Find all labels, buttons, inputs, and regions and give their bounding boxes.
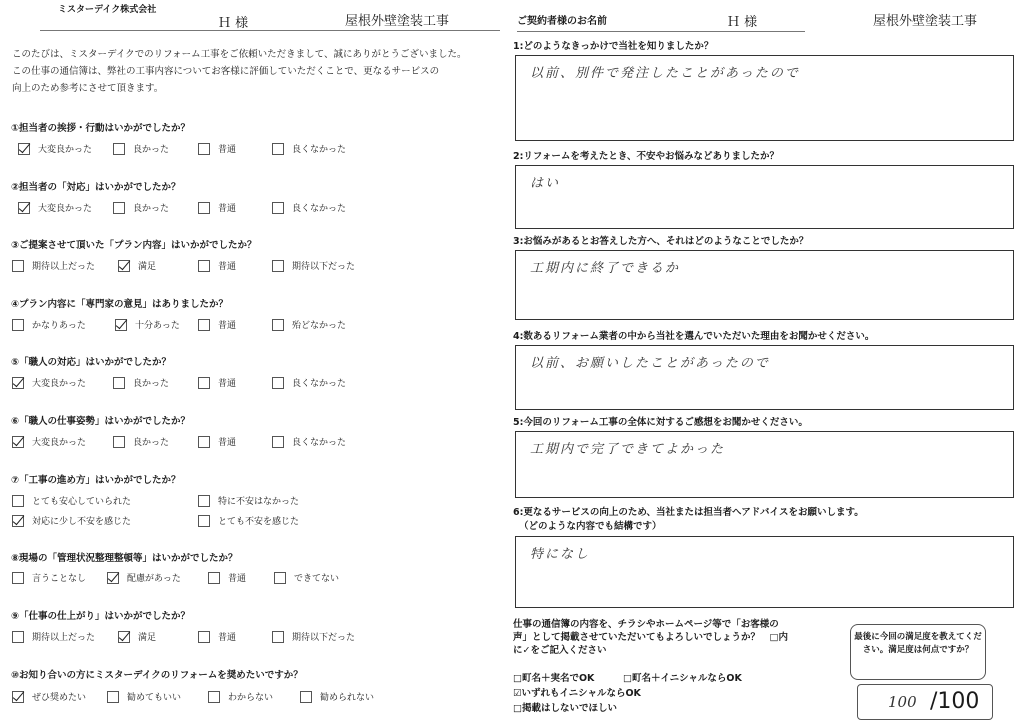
answer-6-box[interactable] bbox=[515, 536, 1014, 608]
survey-q2-option[interactable] bbox=[198, 201, 236, 214]
question-3-title: 3:お悩みがあるとお答えした方へ、それはどのようなことでしたか？ bbox=[513, 236, 809, 247]
checkbox[interactable] bbox=[198, 202, 210, 214]
checkbox[interactable] bbox=[198, 515, 210, 527]
option-label: 普通 bbox=[218, 379, 237, 389]
answer-5-text: 工期内で完了できてよかった bbox=[530, 442, 726, 457]
option-label: 良かった bbox=[133, 145, 170, 155]
survey-q3-option[interactable] bbox=[272, 259, 355, 272]
answer-1-text: 以前、別件で発注したことがあったので bbox=[530, 66, 800, 81]
checkbox[interactable] bbox=[274, 572, 286, 584]
checkbox[interactable] bbox=[18, 143, 30, 155]
survey-q1-option[interactable] bbox=[198, 142, 236, 155]
survey-q9-option[interactable] bbox=[198, 630, 236, 643]
survey-q3-option[interactable] bbox=[198, 259, 236, 272]
satisfaction-score-box[interactable] bbox=[857, 684, 993, 720]
survey-q4-option[interactable] bbox=[198, 318, 236, 331]
survey-q5-option[interactable] bbox=[113, 376, 169, 389]
intro-line: 向上のため参考にさせて頂きます。 bbox=[12, 83, 164, 94]
option-label: 良くなかった bbox=[292, 204, 347, 214]
survey-right-page bbox=[505, 0, 1024, 722]
survey-q2-option[interactable] bbox=[18, 201, 92, 214]
checkbox[interactable] bbox=[107, 691, 119, 703]
survey-q9-title: ⑨「仕事の仕上がり」はいかがでしたか？ bbox=[11, 611, 191, 622]
survey-q5-option[interactable] bbox=[12, 376, 86, 389]
satisfaction-question: 最後に今回の満足度を教えてください。満足度は何点ですか？ bbox=[850, 624, 986, 680]
project-name: 屋根外壁塗装工事 bbox=[873, 14, 978, 29]
option-label: 大変良かった bbox=[38, 204, 93, 214]
option-label: 配慮があった bbox=[127, 574, 181, 584]
checkbox[interactable] bbox=[12, 691, 24, 703]
customer-name: Ｈ 様 bbox=[727, 15, 758, 30]
survey-q7-title: ⑦「工事の進め方」はいかがでしたか？ bbox=[11, 475, 181, 486]
option-label: 普通 bbox=[218, 145, 237, 155]
survey-q7-option[interactable] bbox=[12, 494, 131, 507]
survey-q10-option[interactable] bbox=[12, 690, 86, 703]
survey-q8-option[interactable] bbox=[208, 571, 246, 584]
publication-consent-text: 仕事の通信簿の内容を、チラシやホームページ等で「お客様の声」として掲載させていただいてもよろしいでしょうか？ □内に✓をご記入ください bbox=[513, 619, 788, 656]
project-name: 屋根外壁塗装工事 bbox=[345, 14, 450, 29]
option-label: 良くなかった bbox=[292, 379, 347, 389]
option-label: 良くなかった bbox=[292, 145, 347, 155]
option-label: 満足 bbox=[138, 262, 157, 272]
answer-2-box[interactable] bbox=[515, 165, 1014, 229]
option-label: 普通 bbox=[218, 633, 237, 643]
option-label: 普通 bbox=[218, 262, 237, 272]
survey-q7-option[interactable] bbox=[198, 494, 299, 507]
checkbox[interactable] bbox=[12, 495, 24, 507]
answer-4-text: 以前、お願いしたことがあったので bbox=[530, 356, 770, 371]
checkbox[interactable] bbox=[12, 260, 24, 272]
survey-q1-title: ①担当者の挨拶・行動はいかがでしたか？ bbox=[11, 123, 191, 134]
option-label: 期待以下だった bbox=[292, 633, 356, 643]
customer-name-field bbox=[517, 8, 805, 32]
survey-q9-option[interactable] bbox=[12, 630, 95, 643]
answer-2-text: はい bbox=[530, 176, 561, 191]
checkbox[interactable] bbox=[198, 319, 210, 331]
option-label: 特に不安はなかった bbox=[218, 497, 300, 507]
checkbox[interactable] bbox=[198, 631, 210, 643]
checkbox[interactable] bbox=[12, 436, 24, 448]
survey-q5-title: ⑤「職人の対応」はいかがでしたか？ bbox=[11, 357, 172, 368]
survey-q5-option[interactable] bbox=[272, 376, 346, 389]
survey-q10-option[interactable] bbox=[107, 690, 181, 703]
checkbox[interactable] bbox=[198, 495, 210, 507]
option-label: 十分あった bbox=[135, 321, 180, 331]
checkbox[interactable] bbox=[12, 377, 24, 389]
option-label: できてない bbox=[294, 574, 340, 584]
survey-q5-option[interactable] bbox=[198, 376, 236, 389]
option-label: 対応に少し不安を感じた bbox=[32, 517, 132, 527]
survey-q1-option[interactable] bbox=[272, 142, 346, 155]
option-label: 大変良かった bbox=[38, 145, 93, 155]
survey-q6-option[interactable] bbox=[12, 435, 86, 448]
checkbox[interactable] bbox=[272, 202, 284, 214]
checkbox[interactable] bbox=[113, 377, 125, 389]
option-label: わからない bbox=[228, 693, 274, 703]
customer-name: Ｈ 様 bbox=[218, 16, 249, 31]
publication-option[interactable]: □町名＋イニシャルならOK bbox=[623, 673, 742, 684]
checkbox[interactable] bbox=[118, 260, 130, 272]
option-label: 勧められない bbox=[320, 693, 375, 703]
survey-q1-option[interactable] bbox=[113, 142, 169, 155]
answer-3-box[interactable] bbox=[515, 250, 1014, 320]
publication-option[interactable]: □掲載はしないでほしい bbox=[513, 703, 617, 714]
option-label: かなりあった bbox=[32, 321, 86, 331]
question-4-title: 4:数あるリフォーム業者の中から当社を選んでいただいた理由をお聞かせください。 bbox=[513, 331, 875, 342]
survey-q4-title: ④プラン内容に「専門家の意見」はありましたか？ bbox=[11, 299, 229, 310]
header-divider bbox=[40, 30, 500, 31]
satisfaction-max: /100 bbox=[930, 689, 980, 714]
checkbox[interactable] bbox=[300, 691, 312, 703]
checkbox[interactable] bbox=[12, 572, 24, 584]
survey-q10-option[interactable] bbox=[208, 690, 273, 703]
option-label: 良かった bbox=[133, 204, 170, 214]
survey-q3-title: ③ご提案させて頂いた「プラン内容」はいかがでしたか？ bbox=[11, 240, 257, 251]
option-label: 良かった bbox=[133, 379, 170, 389]
survey-q6-option[interactable] bbox=[272, 435, 346, 448]
question-6-subtitle: （どのような内容でも結構です） bbox=[519, 521, 662, 532]
checkbox[interactable] bbox=[113, 436, 125, 448]
checkbox[interactable] bbox=[272, 143, 284, 155]
option-label: 満足 bbox=[138, 633, 157, 643]
survey-q1-option[interactable] bbox=[18, 142, 92, 155]
option-label: 殆どなかった bbox=[292, 321, 347, 331]
option-label: 良かった bbox=[133, 438, 170, 448]
option-label: とても不安を感じた bbox=[218, 517, 300, 527]
survey-q4-option[interactable] bbox=[12, 318, 86, 331]
publication-option[interactable]: ☑いずれもイニシャルならOK bbox=[513, 688, 641, 699]
survey-q6-option[interactable] bbox=[113, 435, 169, 448]
checkbox[interactable] bbox=[198, 377, 210, 389]
checkbox[interactable] bbox=[198, 260, 210, 272]
checkbox[interactable] bbox=[107, 572, 119, 584]
checkbox[interactable] bbox=[12, 515, 24, 527]
answer-1-box[interactable] bbox=[515, 55, 1014, 141]
checkbox[interactable] bbox=[272, 319, 284, 331]
option-label: 期待以上だった bbox=[32, 633, 96, 643]
question-1-title: 1:どのようなきっかけで当社を知りましたか？ bbox=[513, 41, 714, 52]
question-5-title: 5:今回のリフォーム工事の全体に対するご感想をお聞かせください。 bbox=[513, 417, 808, 428]
survey-q2-option[interactable] bbox=[113, 201, 169, 214]
checkbox[interactable] bbox=[113, 202, 125, 214]
checkbox[interactable] bbox=[272, 377, 284, 389]
answer-5-box[interactable] bbox=[515, 431, 1014, 498]
survey-q4-option[interactable] bbox=[115, 318, 180, 331]
survey-q8-option[interactable] bbox=[12, 571, 86, 584]
company-name: ミスターデイク株式会社 bbox=[58, 5, 157, 15]
option-label: 普通 bbox=[228, 574, 247, 584]
checkbox[interactable] bbox=[198, 436, 210, 448]
answer-6-text: 特になし bbox=[530, 547, 591, 562]
survey-q3-option[interactable] bbox=[12, 259, 95, 272]
survey-q9-option[interactable] bbox=[272, 630, 355, 643]
checkbox[interactable] bbox=[272, 631, 284, 643]
option-label: ぜひ奨めたい bbox=[32, 693, 87, 703]
publication-option[interactable]: □町名＋実名でOK bbox=[513, 673, 595, 684]
checkbox[interactable] bbox=[208, 691, 220, 703]
survey-left-page bbox=[0, 0, 505, 722]
checkbox[interactable] bbox=[12, 319, 24, 331]
survey-q2-title: ②担当者の「対応」はいかがでしたか？ bbox=[11, 182, 181, 193]
option-label: 期待以上だった bbox=[32, 262, 96, 272]
checkbox[interactable] bbox=[272, 260, 284, 272]
checkbox[interactable] bbox=[198, 143, 210, 155]
intro-line: このたびは、ミスターデイクでのリフォーム工事をご依頼いただきまして、誠にありがとうございました。 bbox=[12, 49, 467, 60]
checkbox[interactable] bbox=[12, 631, 24, 643]
survey-q6-title: ⑥「職人の仕事姿勢」はいかがでしたか？ bbox=[11, 416, 191, 427]
option-label: 大変良かった bbox=[32, 379, 87, 389]
checkbox[interactable] bbox=[113, 143, 125, 155]
survey-q6-option[interactable] bbox=[198, 435, 236, 448]
intro-line: この仕事の通信簿は、弊社の工事内容についてお客様に評価していただくことで、更なるサービスの bbox=[12, 66, 440, 77]
option-label: 普通 bbox=[218, 321, 237, 331]
survey-q8-option[interactable] bbox=[274, 571, 339, 584]
option-label: 大変良かった bbox=[32, 438, 87, 448]
option-label: とても安心していられた bbox=[32, 497, 132, 507]
option-label: 期待以下だった bbox=[292, 262, 356, 272]
survey-q7-option[interactable] bbox=[12, 514, 131, 527]
answer-3-text: 工期内に終了できるか bbox=[530, 261, 681, 276]
option-label: 言うことなし bbox=[32, 574, 87, 584]
satisfaction-score: 100 bbox=[888, 693, 917, 711]
survey-q2-option[interactable] bbox=[272, 201, 346, 214]
option-label: 勧めてもいい bbox=[127, 693, 182, 703]
answer-4-box[interactable] bbox=[515, 345, 1014, 410]
option-label: 良くなかった bbox=[292, 438, 347, 448]
question-6-title: 6:更なるサービスの向上のため、当社または担当者へアドバイスをお願いします。 bbox=[513, 507, 864, 518]
survey-q3-option[interactable] bbox=[118, 259, 156, 272]
survey-q10-option[interactable] bbox=[300, 690, 374, 703]
customer-label: ご契約者様のお名前 bbox=[517, 16, 607, 27]
option-label: 普通 bbox=[218, 204, 237, 214]
survey-q10-title: ⑩お知り合いの方にミスターデイクのリフォームを奨めたいですか？ bbox=[11, 670, 303, 681]
question-2-title: 2:リフォームを考えたとき、不安やお悩みなどありましたか？ bbox=[513, 151, 780, 162]
survey-q4-option[interactable] bbox=[272, 318, 346, 331]
checkbox[interactable] bbox=[18, 202, 30, 214]
survey-q8-option[interactable] bbox=[107, 571, 181, 584]
intro-text bbox=[12, 46, 492, 97]
checkbox[interactable] bbox=[208, 572, 220, 584]
checkbox[interactable] bbox=[272, 436, 284, 448]
checkbox[interactable] bbox=[118, 631, 130, 643]
checkbox[interactable] bbox=[115, 319, 127, 331]
option-label: 普通 bbox=[218, 438, 237, 448]
survey-q9-option[interactable] bbox=[118, 630, 156, 643]
survey-q7-option[interactable] bbox=[198, 514, 299, 527]
survey-q8-title: ⑧現場の「管理状況整理整頓等」はいかがでしたか？ bbox=[11, 553, 238, 564]
